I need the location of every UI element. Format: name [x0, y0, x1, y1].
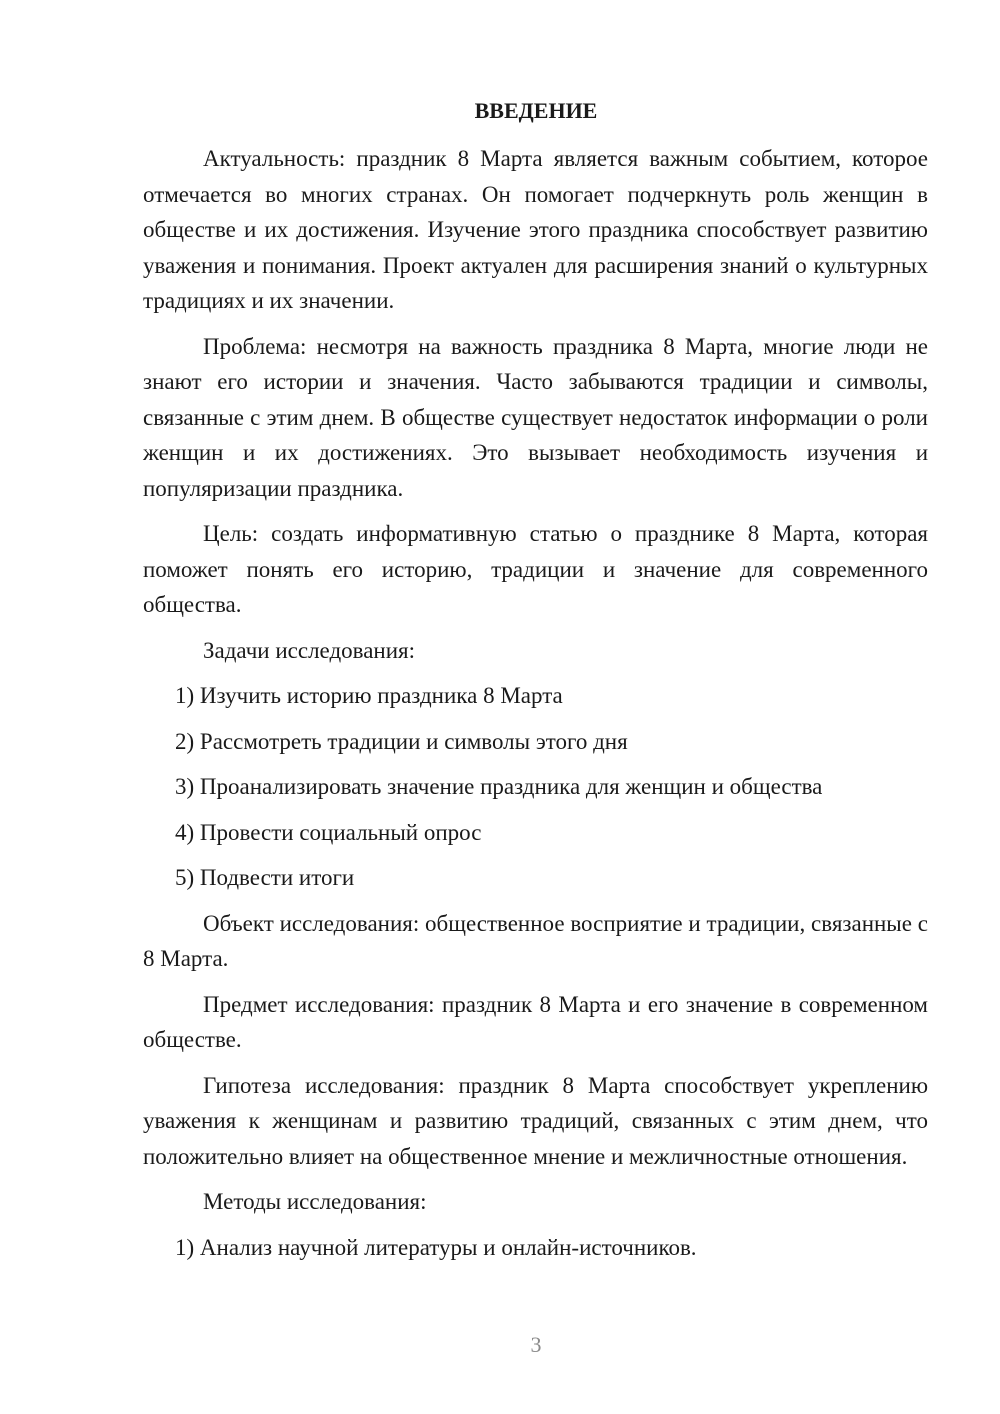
- body-text: [143, 141, 928, 1275]
- task-item: 5) Подвести итоги: [175, 865, 355, 890]
- goal-paragraph: Цель: создать информативную статью о празднике 8 Марта, которая поможет понять его историю, традиции и значение для современного общества.: [143, 521, 928, 617]
- task-item: 3) Проанализировать значение праздника для женщин и общества: [175, 774, 823, 799]
- method-item: 1) Анализ научной литературы и онлайн-источников.: [175, 1234, 697, 1260]
- hypothesis-paragraph: Гипотеза исследования: праздник 8 Марта способствует укреплению уважения к женщинам и развитию традиций, связанных с этим днем, что положительно влияет на общественное мнение и межличностные отношения.: [143, 1072, 928, 1169]
- relevance-paragraph: Актуальность: праздник 8 Марта является важным событием, которое отмечается во многих странах. Он помогает подчеркнуть роль женщин в обществе и их достижения. Изучение этого праздника способствует развитию уважения и понимания. Проект актуален для расширения знаний о культурных традициях и их значении.: [143, 146, 928, 313]
- task-item: 1) Изучить историю праздника 8 Марта: [175, 683, 563, 708]
- subject-paragraph: Предмет исследования: праздник 8 Марта и его значение в современном обществе.: [143, 991, 928, 1052]
- tasks-heading: Задачи исследования:: [203, 637, 416, 663]
- problem-paragraph: Проблема: несмотря на важность праздника 8 Марта, многие люди не знают его истории и значения. Часто забываются традиции и символы, связанные с этим днем. В обществе существует недостаток информации о роли женщин и их достижениях. Это вызывает необходимость изучения и популяризации праздника.: [143, 333, 928, 501]
- section-heading: ВВЕДЕНИЕ: [474, 98, 598, 123]
- object-paragraph: Объект исследования: общественное восприятие и традиции, связанные с 8 Марта.: [143, 910, 928, 971]
- page-number: 3: [530, 1332, 542, 1357]
- task-item: 2) Рассмотреть традиции и символы этого дня: [175, 728, 628, 754]
- task-item: 4) Провести социальный опрос: [175, 819, 482, 845]
- methods-heading: Методы исследования:: [203, 1189, 427, 1214]
